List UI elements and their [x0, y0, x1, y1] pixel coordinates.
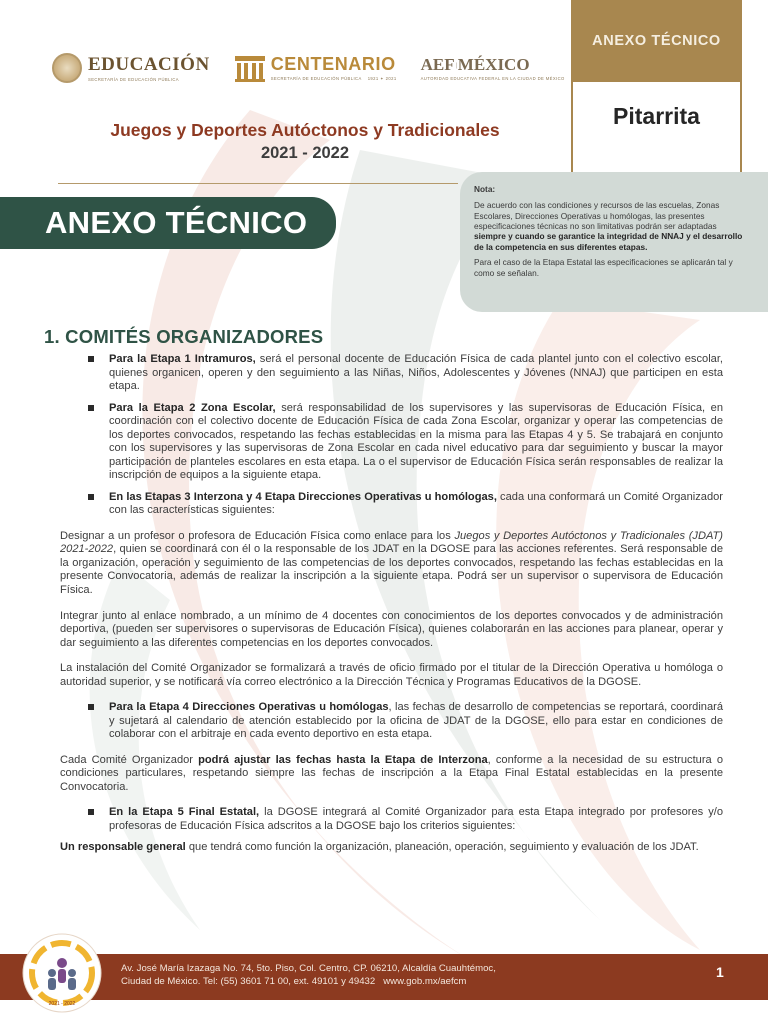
- jdat-logo: [22, 933, 102, 1013]
- footer-web-link[interactable]: www.gob.mx/aefcm: [383, 975, 467, 987]
- bullet-etapa-4: [60, 701, 723, 742]
- paragraph-italic: Juegos y Deportes Autóctonos y Tradicionales (JDAT) 2021-2022: [60, 529, 723, 556]
- page-number: 1: [716, 964, 724, 980]
- bullet-bold: Para la Etapa 4 Direcciones Operativas u homólogas: [109, 701, 389, 714]
- nota-p1-text: De acuerdo con las condiciones y recursos de las escuelas, Zonas Escolares, Direcciones Operativas u homólogas, las presentes especificaciones técnicas no son limitativas podrán ser adaptadas: [474, 200, 720, 232]
- logo-centenario-sub: SECRETARÍA DE EDUCACIÓN PÚBLICA: [270, 76, 362, 81]
- logo-aef: [421, 56, 565, 81]
- footer-address-line: Av. José María Izazaga No. 74, 5to. Piso, Col. Centro, CP. 06210, Alcaldía Cuauhtémoc,: [121, 963, 496, 974]
- document-title: [60, 120, 550, 163]
- logo-centenario-sub-row: [271, 76, 397, 81]
- section-heading: 1. COMITÉS ORGANIZADORES: [44, 326, 324, 347]
- logo-educacion: [52, 53, 210, 83]
- logo-centenario-name: CENTENARIO: [270, 54, 396, 74]
- bullet-etapa-2: [60, 402, 723, 483]
- paragraph-text: Designar a un profesor o profesora de Educación Física como enlace para los: [60, 529, 455, 542]
- nota-paragraph-1: [474, 200, 750, 252]
- paragraph-responsable: [60, 841, 723, 855]
- bullet-bold: En las Etapas 3 Interzona y 4 Etapa Direcciones Operativas u homólogas,: [109, 490, 497, 503]
- paragraph-bold: podrá ajustar las fechas hasta la Etapa de Interzona: [198, 753, 488, 766]
- bullet-bold: Para la Etapa 2 Zona Escolar,: [109, 401, 276, 414]
- logo-aef-bar: |: [455, 62, 457, 69]
- sport-name: Pitarrita: [571, 82, 742, 172]
- paragraph-text: , quien se coordinará con él o la responsable de los JDAT en la DGOSE para las acciones referentes. Será responsable de la organización, operación y seguimiento de las competencias de los deportes convocados, respetando las fechas establecidas en la presente Convocatoria, además de realizar la inscripción a la siguiente etapa. Podrá ser un supervisor o supervisora de Educación Física.: [60, 543, 723, 596]
- header-logos: [52, 48, 565, 88]
- anexo-tecnico-banner: ANEXO TÉCNICO: [0, 197, 336, 249]
- bullet-bold: Para la Etapa 1 Intramuros,: [109, 353, 256, 365]
- title-divider: [58, 183, 458, 184]
- nota-paragraph-2: Para el caso de la Etapa Estatal las especificaciones se aplicarán tal y como se señalan.: [474, 257, 733, 278]
- bullet-text: será el personal docente de Educación Física de cada plantel junto con el colectivo escolar, quienes organicen, operen y den seguimiento a las Niñas, Niños, Adolescentes y Jóvenes (NNAJ) que participen en esta etapa.: [109, 353, 723, 393]
- paragraph-bold: Un responsable general: [60, 841, 186, 854]
- paragraph-enlace: [60, 530, 723, 598]
- footer-address: [121, 963, 496, 989]
- logo-aef-name: [421, 56, 565, 73]
- footer-contact: Ciudad de México. Tel: (55) 3601 71 00, ext. 49101 y 49432: [121, 975, 376, 987]
- main-content: [60, 353, 723, 867]
- logo-aef-left: AEF: [420, 54, 455, 74]
- bullet-text: , las fechas de desarrollo de competencias se reportará, coordinará y sujetará al calendario de atención establecido por la oficina de JDAT de la DGOSE, ello para estar en condiciones de colaborar con el arbitraje en cada evento deportivo en esta etapa.: [109, 701, 723, 741]
- paragraph-text: Cada Comité Organizador: [60, 753, 199, 766]
- paragraph-text: , conforme a la necesidad de su estructura o condiciones particulares, respetando siempre las fechas de inscripción a la Etapa Final Estatal establecidas en la presente Convocatoria.: [60, 753, 724, 793]
- logo-aef-sub: AUTORIDAD EDUCATIVA FEDERAL EN LA CIUDAD DE MÉXICO: [420, 75, 565, 81]
- nota-title: Nota:: [474, 184, 496, 194]
- logo-aef-right: MÉXICO: [457, 54, 530, 74]
- paragraph-comite-fechas: [60, 754, 723, 795]
- bullet-bold: En la Etapa 5 Final Estatal,: [109, 806, 260, 819]
- title-line-1: Juegos y Deportes Autóctonos y Tradicionales: [110, 120, 500, 140]
- paragraph-docentes: Integrar junto al enlace nombrado, a un mínimo de 4 docentes con conocimientos de los deportes convocados y de administración deportiva, (pueden ser supervisores o supervisoras de Educación Física), quienes colaborarán en las acciones para planear, operar y dar seguimiento a las diferentes competencias en los deportes convocados.: [60, 609, 723, 649]
- title-line-2: 2021 - 2022: [260, 144, 350, 162]
- jdat-logo-years: 2021 - 2022: [48, 1001, 76, 1007]
- paragraph-text: que tendrá como función la organización, planeación, operación, seguimiento y evaluación de los JDAT.: [185, 841, 699, 854]
- logo-educacion-name: EDUCACIÓN: [88, 53, 210, 75]
- mexico-seal-icon: [52, 53, 82, 83]
- bullet-text: la DGOSE integrará al Comité Organizador para esta Etapa integrado por profesores y/o profesoras de Educación Física adscritos a la DGOSE bajo los criterios siguientes:: [109, 806, 723, 832]
- bullet-text: será responsabilidad de los supervisores y las supervisoras de Educación Física, en coordinación con el colectivo docente de Educación Física de cada Zona Escolar, organizar y operar las competencias de los deportes convocados, respetando las fechas establecidas en la misma para las Etapas 4 y 5. Se trabajará en conjunto con los supervisores y las supervisoras de Zona Escolar en cada nivel educativo para dar seguimiento y buscar la mayor participación de planteles escolares en esta etapa. La o el supervisor de Educación Física serán responsables de realizar la inscripción de equipos a la siguiente etapa.: [109, 401, 723, 482]
- bullet-etapa-1: [60, 353, 723, 394]
- monument-icon: [234, 53, 266, 83]
- paragraph-instalacion: La instalación del Comité Organizador se formalizará a través de oficio firmado por el titular de la Dirección Operativa u homóloga o autoridad superior, y se notificará vía correo electrónico a la Dirección Técnica y Programas Educativos de la DGOSE.: [60, 662, 723, 688]
- anexo-tecnico-tab: ANEXO TÉCNICO: [571, 0, 742, 82]
- bullet-etapa-5: [60, 806, 723, 833]
- footer-contact-line: [121, 976, 496, 989]
- logo-centenario: [234, 53, 397, 83]
- bullet-text: cada una conformará un Comité Organizador con las características siguientes:: [109, 490, 723, 517]
- nota-box: [460, 172, 768, 312]
- bullet-etapas-3-4: [60, 491, 723, 518]
- logo-educacion-sub: SECRETARÍA DE EDUCACIÓN PÚBLICA: [88, 76, 179, 82]
- logo-centenario-years: 1921 ✦ 2021: [367, 76, 397, 81]
- nota-p1-bold: siempre y cuando se garantice la integridad de NNAJ y el desarrollo de la competencia en sus diferentes etapas.: [474, 231, 743, 252]
